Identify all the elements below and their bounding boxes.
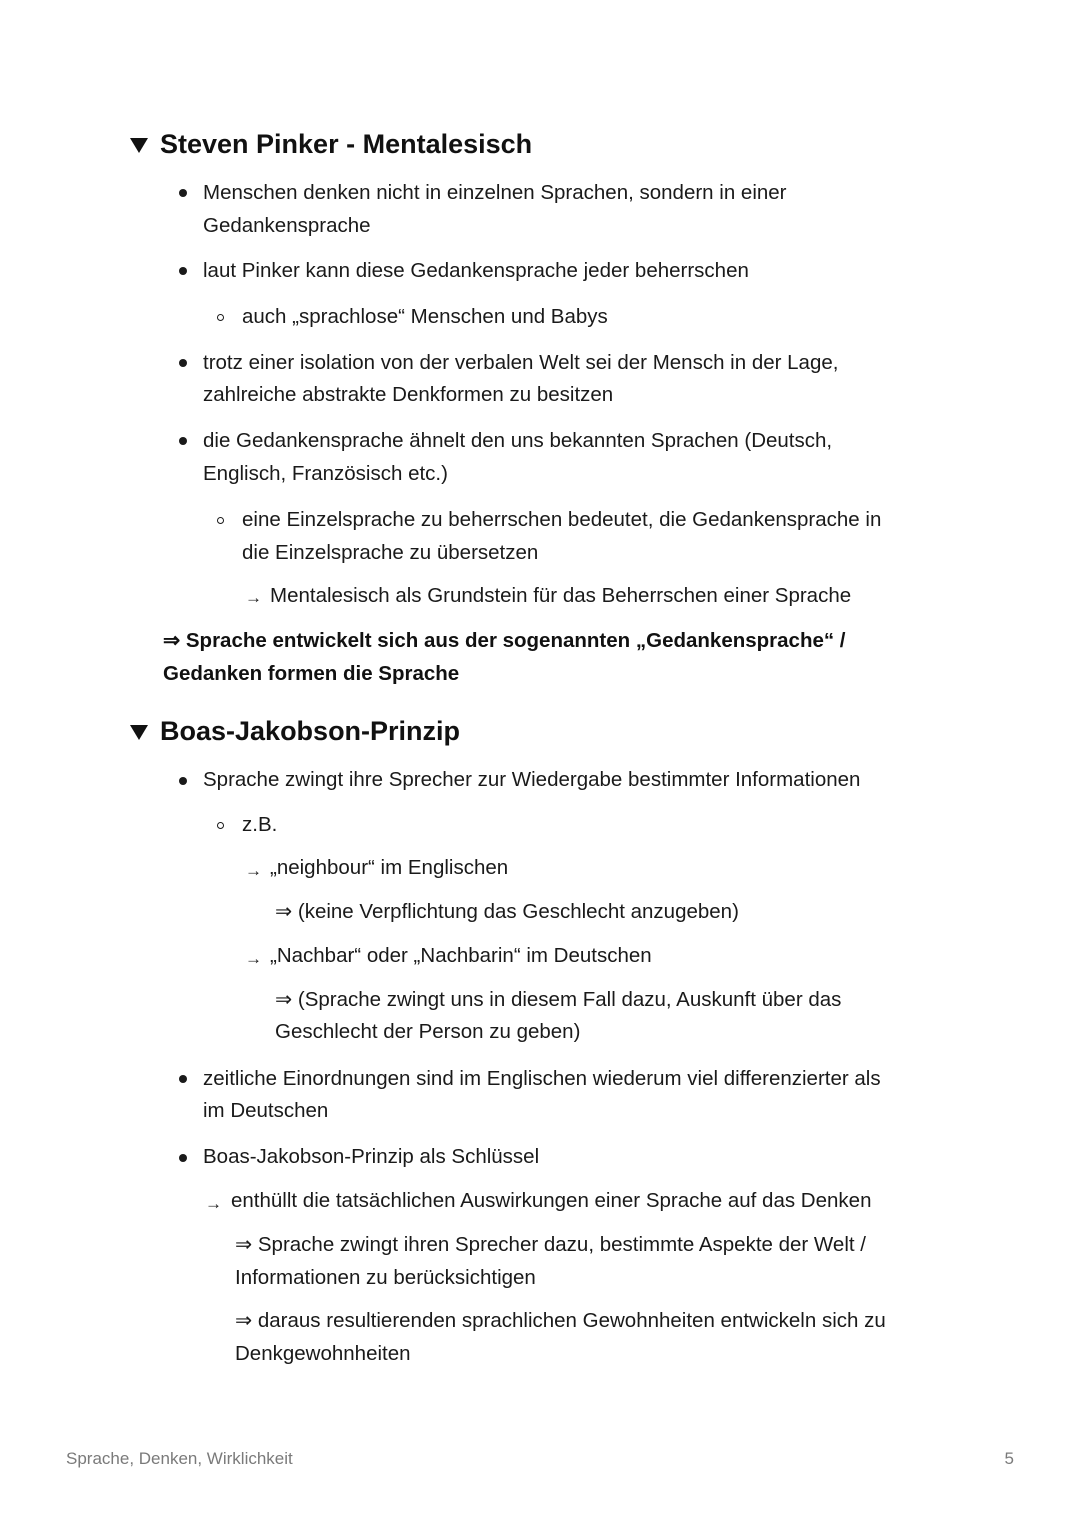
heading-text: Boas-Jakobson-Prinzip bbox=[160, 716, 461, 746]
bullet-text: Menschen denken nicht in einzelnen Sprachen, sondern in einer bbox=[203, 181, 787, 204]
conclusion-note: ⇒ daraus resultierenden sprachlichen Gewohnheiten entwickeln sich zu bbox=[235, 1309, 886, 1332]
bullet-dot-icon bbox=[179, 1075, 187, 1083]
bullet-circle-icon bbox=[217, 822, 224, 829]
bullet-dot-icon bbox=[179, 437, 187, 445]
toggle-heading-boas-jakobson[interactable] bbox=[130, 716, 460, 747]
example-note: ⇒ (Sprache zwingt uns in diesem Fall dazu, Auskunft über das bbox=[275, 988, 842, 1011]
bullet-text: zahlreiche abstrakte Denkformen zu besitzen bbox=[203, 383, 614, 406]
bullet-text: zeitliche Einordnungen sind im Englischen wiederum viel differenzierter als bbox=[203, 1067, 881, 1090]
arrow-right-icon: → bbox=[205, 1194, 222, 1213]
sub-bullet-text: auch „sprachlose“ Menschen und Babys bbox=[242, 305, 608, 328]
example-text: „Nachbar“ oder „Nachbarin“ im Deutschen bbox=[270, 944, 652, 967]
bullet-dot-icon bbox=[179, 267, 187, 275]
conclusion-note: Denkgewohnheiten bbox=[235, 1342, 411, 1365]
bullet-text: Boas-Jakobson-Prinzip als Schlüssel bbox=[203, 1145, 540, 1168]
sub-bullet-text: z.B. bbox=[242, 813, 278, 836]
bullet-text: trotz einer isolation von der verbalen Welt sei der Mensch in der Lage, bbox=[203, 351, 839, 374]
example-note: ⇒ (keine Verpflichtung das Geschlecht anzugeben) bbox=[275, 900, 739, 923]
conclusion-text: Gedanken formen die Sprache bbox=[163, 662, 460, 685]
page-number: 5 bbox=[1004, 1449, 1014, 1468]
bullet-circle-icon bbox=[217, 517, 224, 524]
bullet-text: im Deutschen bbox=[203, 1099, 329, 1122]
example-note: Geschlecht der Person zu geben) bbox=[275, 1020, 581, 1043]
bullet-text: Englisch, Französisch etc.) bbox=[203, 462, 448, 485]
arrow-text: enthüllt die tatsächlichen Auswirkungen einer Sprache auf das Denken bbox=[231, 1189, 872, 1212]
arrow-text: Mentalesisch als Grundstein für das Beherrschen einer Sprache bbox=[270, 584, 852, 607]
conclusion-note: Informationen zu berücksichtigen bbox=[235, 1266, 536, 1289]
bullet-dot-icon bbox=[179, 359, 187, 367]
triangle-down-icon[interactable] bbox=[130, 138, 148, 153]
triangle-down-icon[interactable] bbox=[130, 725, 148, 740]
bullet-text: laut Pinker kann diese Gedankensprache jeder beherrschen bbox=[203, 259, 749, 282]
arrow-right-icon: → bbox=[245, 861, 262, 880]
bullet-dot-icon bbox=[179, 189, 187, 197]
conclusion-note: ⇒ Sprache zwingt ihren Sprecher dazu, bestimmte Aspekte der Welt / bbox=[235, 1233, 866, 1256]
bullet-text: Gedankensprache bbox=[203, 214, 371, 237]
arrow-right-icon: → bbox=[245, 949, 262, 968]
arrow-right-icon: → bbox=[245, 588, 262, 607]
example-text: „neighbour“ im Englischen bbox=[270, 856, 509, 879]
bullet-dot-icon bbox=[179, 1154, 187, 1162]
conclusion-text: ⇒ Sprache entwickelt sich aus der sogenannten „Gedankensprache“ / bbox=[163, 629, 846, 652]
bullet-text: die Gedankensprache ähnelt den uns bekannten Sprachen (Deutsch, bbox=[203, 429, 833, 452]
bullet-text: Sprache zwingt ihre Sprecher zur Wiedergabe bestimmter Informationen bbox=[203, 768, 861, 791]
heading-text: Steven Pinker - Mentalesisch bbox=[160, 129, 533, 159]
bullet-circle-icon bbox=[217, 314, 224, 321]
sub-bullet-text: eine Einzelsprache zu beherrschen bedeutet, die Gedankensprache in bbox=[242, 508, 882, 531]
toggle-heading-pinker[interactable] bbox=[130, 129, 532, 160]
sub-bullet-text: die Einzelsprache zu übersetzen bbox=[242, 541, 539, 564]
bullet-dot-icon bbox=[179, 777, 187, 785]
footer-title: Sprache, Denken, Wirklichkeit bbox=[66, 1449, 293, 1468]
